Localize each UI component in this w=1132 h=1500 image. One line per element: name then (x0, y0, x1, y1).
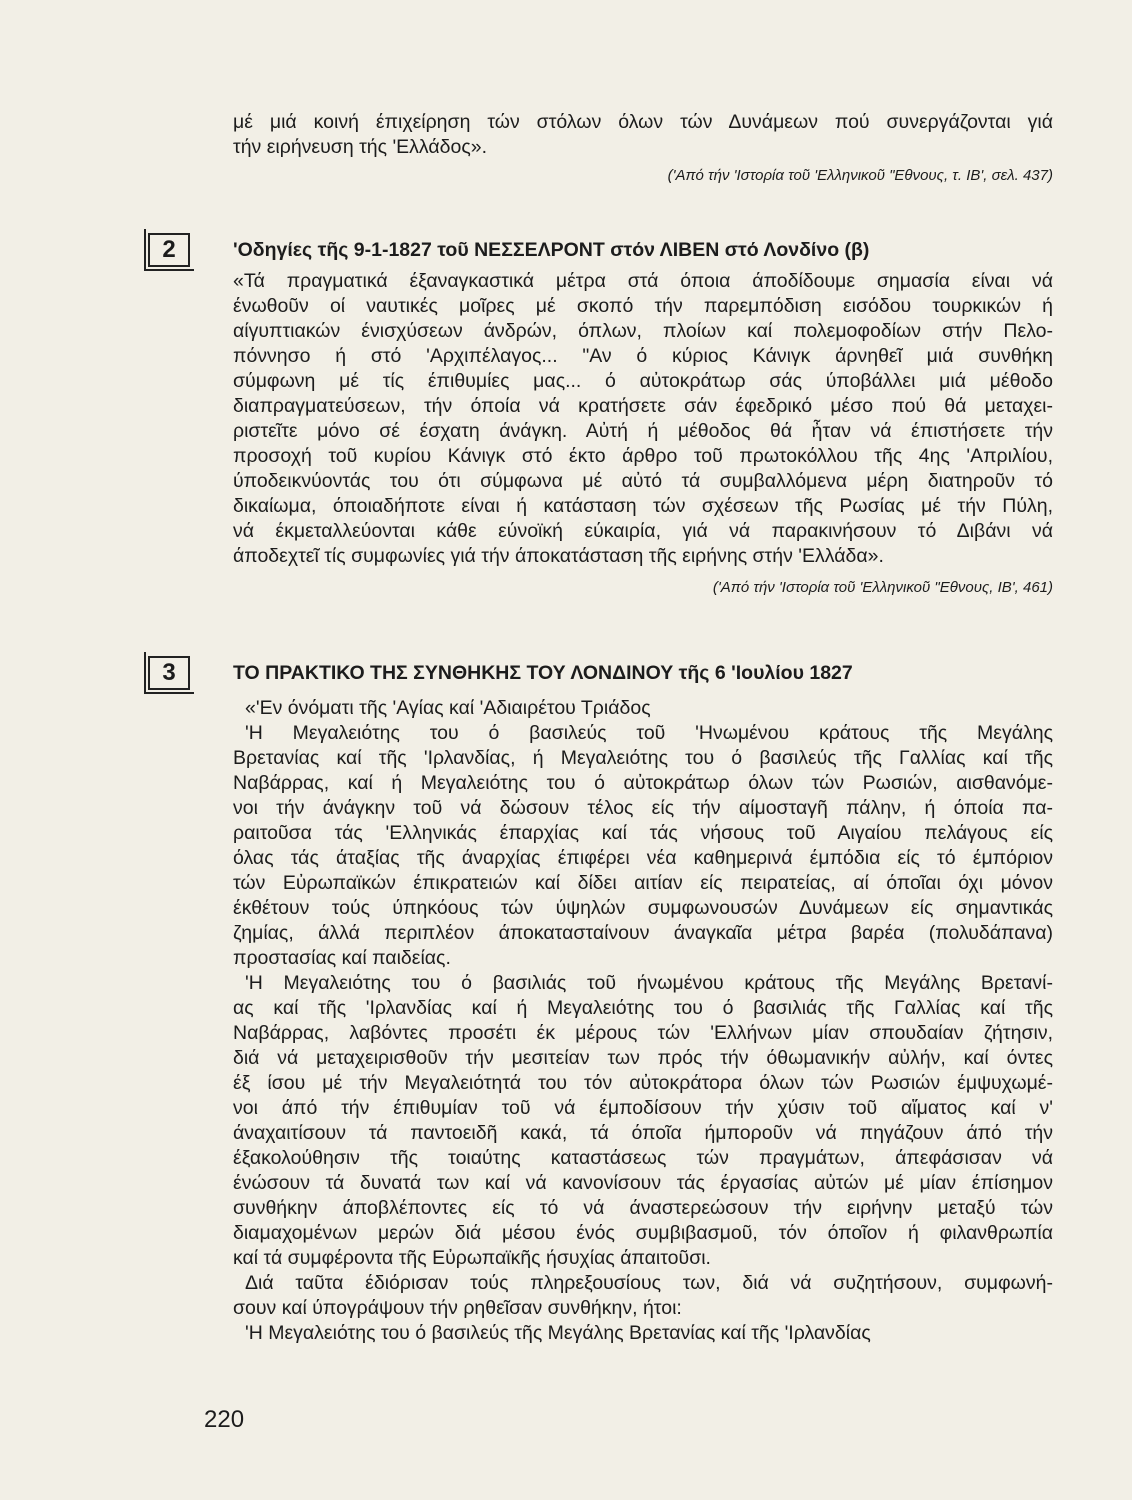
text-line: όλας τάς άταξίας τῆς άναρχίας έπιφέρει νέα καθημερινά έμπόδια είς τό έμπόριον (233, 847, 1053, 869)
text-line: έκθέτουν τούς ύπηκόους τών ύψηλών συμφωνουσών Δυνάμεων είς σημαντικάς (233, 897, 1053, 919)
source-citation: ('Από τήν 'Ιστορία τοῦ 'Ελληνικοῦ "Εθνους, ΙΒ', 461) (712, 579, 1053, 596)
text-line: ένωθοῦν οί ναυτικές μοῖρες μέ σκοπό τήν παρεμπόδιση εισόδου τουρκικών ή (233, 295, 1053, 317)
text-line: ζημίας, άλλά περιπλέον άποκατασταίνουν άναγκαῖα μέτρα βαρέα (πολυδάπανα) (233, 922, 1053, 944)
text-line: Βρετανίας καί τῆς 'Ιρλανδίας, ή Μεγαλειότης του ό βασιλεύς τῆς Γαλλίας καί τῆς (233, 747, 1053, 769)
text-line: αίγυπτιακών ένισχύσεων άνδρών, όπλων, πλοίων καί πολεμοφοδίων στήν Πελο- (233, 320, 1053, 342)
text-line: ριστεῖτε μόνο σέ έσχατη άνάγκη. Αὐτή ή μέθοδος θά ἦταν νά έπιστήσετε τήν (233, 420, 1053, 442)
section-title: ΤΟ ΠΡΑΚΤΙΚΟ ΤΗΣ ΣΥΝΘΗΚΗΣ ΤΟΥ ΛΟΝΔΙΝΟΥ τῆς 6 'Ιουλίου 1827 (233, 662, 853, 684)
text-line: νοι άπό τήν έπιθυμίαν τοῦ νά έμποδίσουν τήν χύσιν τοῦ αἵματος καί ν' (233, 1097, 1053, 1119)
text-line: 'Η Μεγαλειότης του ό βασιλεύς τῆς Μεγάλης Βρετανίας καί τῆς 'Ιρλανδίας (245, 1322, 871, 1344)
text-line: μέ μιά κοινή έπιχείρηση τών στόλων όλων τών Δυνάμεων πού συνεργάζονται γιά (233, 111, 1053, 133)
page-number: 220 (204, 1406, 245, 1433)
text-line: σουν καί ύπογράψουν τήν ρηθεῖσαν συνθήκην, ήτοι: (233, 1297, 682, 1319)
text-line: Διά ταῦτα έδιόρισαν τούς πληρεξουσίους των, διά νά συζητήσουν, συμφωνή- (245, 1272, 1053, 1294)
text-line: νοι τήν άνάγκην τοῦ νά δώσουν τέλος είς τήν αίμοσταγῆ πάλην, ή όποία πα- (233, 797, 1053, 819)
text-line: διά νά μεταχειρισθοῦν τήν μεσιτείαν των πρός τήν όθωμανικήν αὐλήν, καί όντες (233, 1047, 1053, 1069)
text-line: σύμφωνη μέ τίς έπιθυμίες μας... ό αὐτοκράτωρ σάς ύποβάλλει μιά μέθοδο (233, 370, 1053, 392)
intro-block (233, 110, 1053, 187)
section-body (233, 269, 1053, 569)
text-line: τών Εὐρωπαϊκών έπικρατειών καί δίδει αιτίαν είς πειρατείας, αί όποῖαι όχι μόνον (233, 872, 1053, 894)
text-line: προστασίας καί παιδείας. (233, 947, 451, 969)
section-number-box: 3 (148, 656, 190, 690)
text-line: συνθήκην άποβλέποντες είς τό νά άναστερεώσουν τήν ειρήνην μεταξύ τών (233, 1197, 1053, 1219)
text-line: έξακολούθησιν τῆς τοιαύτης καταστάσεως τών πραγμάτων, άπεφάσισαν νά (233, 1147, 1053, 1169)
text-line: ας καί τῆς 'Ιρλανδίας καί ή Μεγαλειότης του ό βασιλιάς τῆς Γαλλίας καί τῆς (233, 997, 1053, 1019)
section-body (233, 696, 1053, 1346)
text-line: δικαίωμα, όποιαδήποτε είναι ή κατάσταση τών σχέσεων τῆς Ρωσίας μέ τήν Πύλη, (233, 495, 1053, 517)
text-line: «'Εν όνόματι τῆς 'Αγίας καί 'Αδιαιρέτου Τριάδος (245, 697, 651, 719)
text-line: 'Η Μεγαλειότης του ό βασιλεύς τοῦ 'Ηνωμένου κράτους τῆς Μεγάλης (245, 722, 1053, 744)
text-line: άναχαιτίσουν τά παντοειδῆ κακά, τά όποῖα ήμποροῦν νά πηγάζουν άπό τήν (233, 1122, 1053, 1144)
text-line: διαπραγματεύσεων, τήν όποία νά κρατήσετε σάν έφεδρικό μέσο πού θά μεταχει- (233, 395, 1053, 417)
text-line: Ναβάρρας, λαβόντες προσέτι έκ μέρους τών 'Ελλήνων μίαν σπουδαίαν ζήτησιν, (233, 1022, 1053, 1044)
text-line: ύποδεικνύοντάς του ότι σύμφωνα μέ αὐτό τά συμβαλλόμενα μέρη διατηροῦν τό (233, 470, 1053, 492)
text-line: διαμαχομένων μερών διά μέσου ένός συμβιβασμοῦ, τόν όποῖον ή φιλανθρωπία (233, 1222, 1053, 1244)
text-line: Ναβάρρας, καί ή Μεγαλειότης του ό αὐτοκράτωρ όλων τών Ρωσιών, αισθανόμε- (233, 772, 1053, 794)
text-line: τήν ειρήνευση τής 'Ελλάδος». (233, 136, 488, 158)
section-number-box: 2 (148, 233, 190, 267)
section-3 (233, 660, 1053, 1346)
text-line: νά έκμεταλλεύονται κάθε εύνοϊκή εύκαιρία, γιά νά παρακινήσουν τό Διβάνι νά (233, 520, 1053, 542)
text-line: «Τά πραγματικά έξαναγκαστικά μέτρα στά όποια άποδίδουμε σημασία είναι νά (233, 270, 1053, 292)
text-line: καί τά συμφέροντα τῆς Εὐρωπαϊκῆς ήσυχίας άπαιτοῦσι. (233, 1247, 711, 1269)
text-line: ραιτοῦσα τάς 'Ελληνικάς έπαρχίας καί τάς νήσους τοῦ Αιγαίου πελάγους είς (233, 822, 1053, 844)
section-title: 'Οδηγίες τῆς 9-1-1827 τοῦ ΝΕΣΣΕΛΡΟΝΤ στόν ΛΙΒΕΝ στό Λονδίνο (β) (233, 239, 870, 261)
section-2 (233, 237, 1053, 599)
text-line: 'Η Μεγαλειότης του ό βασιλιάς τοῦ ήνωμένου κράτους τῆς Μεγάλης Βρετανί- (245, 972, 1053, 994)
text-line: ένώσουν τά δυνατά των καί νά κανονίσουν τάς έργασίας αὐτών μέ μίαν έπίσημον (233, 1172, 1053, 1194)
text-line: πόννησο ή στό 'Αρχιπέλαγος... "Αν ό κύριος Κάνιγκ άρνηθεῖ μιά συνθήκη (233, 345, 1053, 367)
text-line: προσοχή τοῦ κυρίου Κάνιγκ στό έκτο άρθρο τοῦ πρωτοκόλλου τῆς 4ης 'Απριλίου, (233, 445, 1053, 467)
source-citation: ('Από τήν 'Ιστορία τοῦ 'Ελληνικοῦ "Εθνους, τ. ΙΒ', σελ. 437) (667, 167, 1053, 184)
text-line: άποδεχτεῖ τίς συμφωνίες γιά τήν άποκατάσταση τῆς ειρήνης στήν 'Ελλάδα». (233, 545, 884, 567)
text-line: έξ ίσου μέ τήν Μεγαλειότητά του τόν αὐτοκράτορα όλων τών Ρωσιών έμψυχωμέ- (233, 1072, 1053, 1094)
